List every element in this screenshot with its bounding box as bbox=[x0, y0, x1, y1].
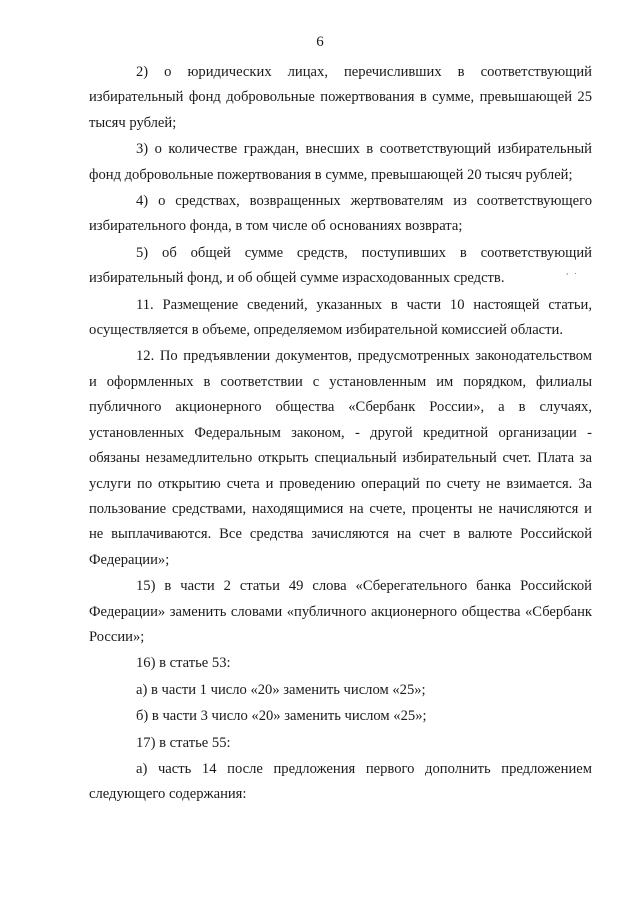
paragraph-item-17a: а) часть 14 после предложения первого дополнить предложением следующего содержания: bbox=[89, 760, 592, 803]
margin-mark: , . bbox=[566, 266, 579, 276]
paragraph-item-2: 2) о юридических лицах, перечисливших в соответствующий избирательный фонд добровольные пожертвования в сумме, превышающей 25 тысяч рублей; bbox=[89, 64, 592, 131]
paragraph-item-16: 16) в статье 53: bbox=[136, 655, 231, 672]
document-body bbox=[89, 60, 592, 809]
paragraph-item-4: 4) о средствах, возвращенных жертвователям из соответствующего избирательного фонда, в том числе об основаниях возврата; bbox=[89, 193, 592, 235]
paragraph-item-17: 17) в статье 55: bbox=[136, 734, 231, 751]
paragraph-part-11: 11. Размещение сведений, указанных в части 10 настоящей статьи, осуществляется в объеме, определяемом избирательной комиссией области. bbox=[89, 296, 592, 339]
paragraph-item-3: 3) о количестве граждан, внесших в соответствующий избирательный фонд добровольные пожертвования в сумме, превышающей 20 тысяч рублей; bbox=[89, 141, 592, 183]
paragraph-item-16a: а) в части 1 число «20» заменить числом «25»; bbox=[136, 681, 426, 698]
paragraph-item-15: 15) в части 2 статьи 49 слова «Сберегательного банка Российской Федерации» заменить словами «публичного акционерного общества «Сбербанк России»; bbox=[89, 578, 592, 645]
paragraph-item-5: 5) об общей сумме средств, поступивших в соответствующий избирательный фонд, и об общей сумме израсходованных средств. bbox=[89, 244, 592, 287]
page-number: 6 bbox=[316, 34, 324, 50]
paragraph-part-12: 12. По предъявлении документов, предусмотренных законодательством и оформленных в соответствии с установленным им порядком, филиалы публичного акционерного общества «Сбербанк России», а в случаях, установленных Федеральным законом, - другой кредитной организации - обязаны незамедлительно открыть специальный избирательный счет. Плата за услуги по открытию счета и проведению операций по счету не взимается. За пользование средствами, находящимися на счете, проценты не начисляются и не выплачиваются. Все средства зачисляются на счет в валюте Российской Федерации»; bbox=[89, 348, 592, 568]
paragraph-item-16b: б) в части 3 число «20» заменить числом «25»; bbox=[136, 708, 427, 725]
